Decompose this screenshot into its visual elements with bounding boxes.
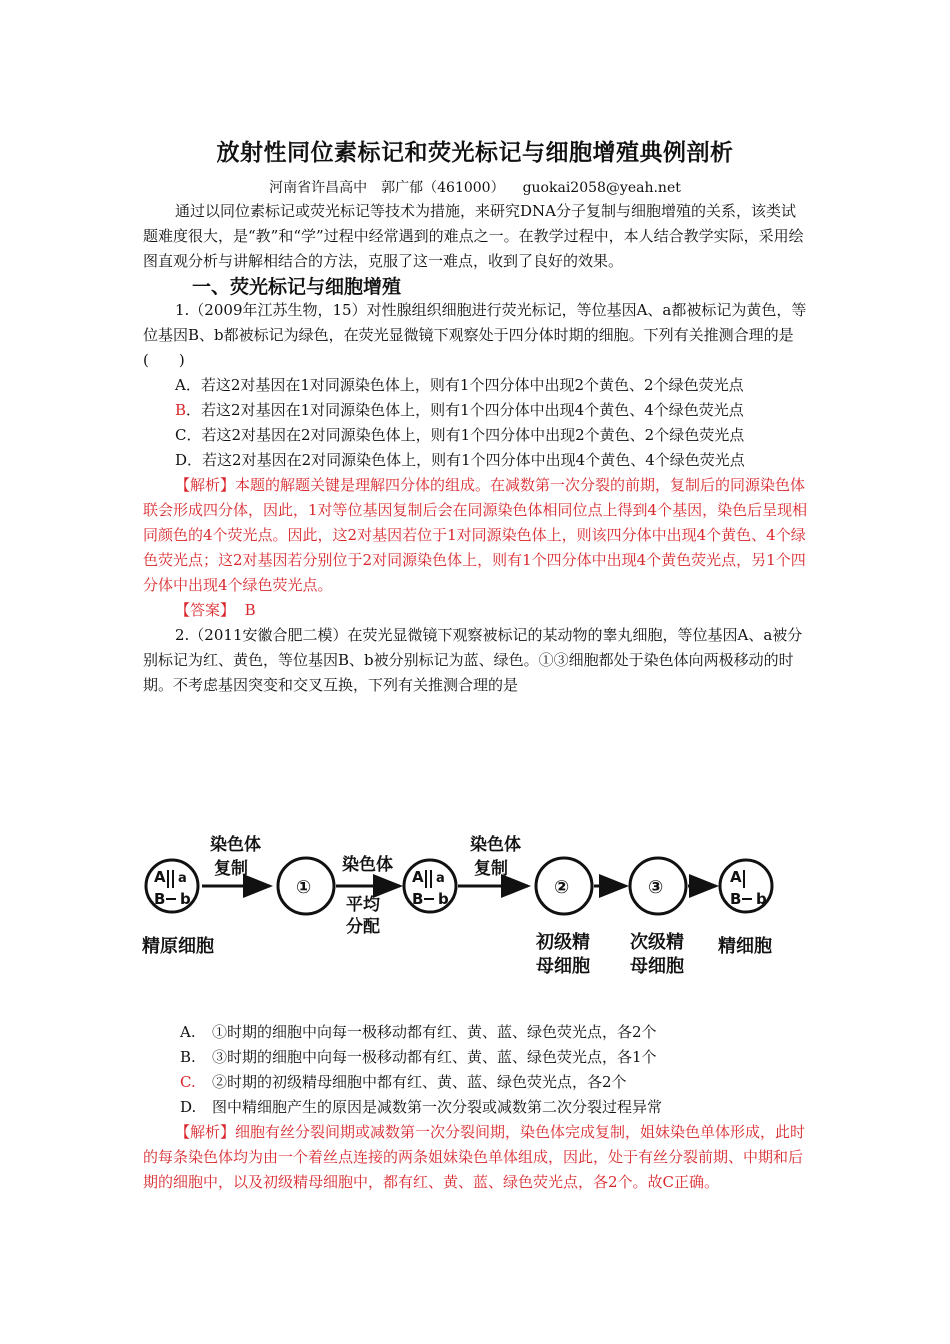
- question-2-stem: 2.（2011安徽合肥二模）在荧光显微镜下观察被标记的某动物的睾丸细胞，等位基因A、a被分别标记为红、黄色，等位基因B、b被分别标记为蓝、绿色。①③细胞都处于染色体向两极移动的时期。不考虑基因突变和交叉互换，下列有关推测合理的是: [143, 626, 803, 694]
- q1-answer: 【答案】 B: [175, 601, 256, 619]
- svg-text:a: a: [178, 871, 187, 886]
- q1-analysis: 【解析】本题的解题关键是理解四分体的组成。在减数第一次分裂的前期，复制后的同源染色体联会形成四分体，因此，1对等位基因复制后会在同源染色体相同位点上得到4个基因，染色后呈现相同颜色的4个荧光点。因此，这2对基因若位于1对同源染色体上，则该四分体中出现4个黄色、4个绿色荧光点；这2对基因若分别位于2对同源染色体上，则有1个四分体中出现4个黄色荧光点，另1个四分体中出现4个绿色荧光点。: [143, 476, 808, 594]
- document-title: 放射性同位素标记和荧光标记与细胞增殖典例剖析: [216, 140, 734, 166]
- q2-option-a: A. ①时期的细胞中向每一极移动都有红、黄、蓝、绿色荧光点，各2个: [180, 1023, 657, 1041]
- section-heading: 一、荧光标记与细胞增殖: [192, 276, 402, 298]
- svg-text:A: A: [412, 868, 424, 886]
- svg-text:平均: 平均: [346, 895, 380, 915]
- q2-analysis-block: [143, 1120, 809, 1195]
- q1-option-c: C．若这2对基因在2对同源染色体上，则有1个四分体中出现2个黄色、2个绿色荧光点: [175, 426, 745, 444]
- q2-analysis: 【解析】细胞有丝分裂间期或减数第一次分裂间期，染色体完成复制，姐妹染色单体形成，此时的每条染色体均为由一个着丝点连接的两条姐妹染色单体组成，因此，处于有丝分裂前期、中期和后期的细胞中，以及初级精母细胞中，都有红、黄、蓝、绿色荧光点，各2个。故C正确。: [143, 1123, 806, 1191]
- svg-text:b: b: [438, 890, 449, 908]
- svg-text:②: ②: [554, 877, 570, 898]
- intro-paragraph: 通过以同位素标记或荧光标记等技术为措施，来研究DNA分子复制与细胞增殖的关系，该类试题难度很大，是“教”和“学”过程中经常遇到的难点之一。在教学过程中，本人结合教学实际，采用绘图直观分析与讲解相结合的方法，克服了这一难点，收到了良好的效果。: [143, 202, 804, 270]
- q2-option-b: B. ③时期的细胞中向每一极移动都有红、黄、蓝、绿色荧光点，各1个: [180, 1048, 657, 1066]
- svg-text:染色体: 染色体: [470, 835, 521, 855]
- svg-text:染色体: 染色体: [342, 855, 393, 875]
- svg-text:母细胞: 母细胞: [536, 956, 590, 977]
- svg-text:①: ①: [296, 877, 312, 898]
- correct-option-label: B: [175, 401, 187, 419]
- author-line: [0, 177, 950, 197]
- svg-text:b: b: [180, 890, 191, 908]
- svg-text:B: B: [154, 890, 166, 908]
- svg-text:母细胞: 母细胞: [630, 956, 684, 977]
- svg-text:③: ③: [648, 877, 664, 898]
- svg-text:B: B: [730, 890, 742, 908]
- label-spermatogonium: 精原细胞: [142, 936, 214, 957]
- author-email: guokai2058@yeah.net: [522, 180, 681, 196]
- meiosis-diagram: [140, 830, 780, 990]
- question-1-stem: 1.（2009年江苏生物，15）对性腺组织细胞进行荧光标记，等位基因A、a都被标记为黄色，等位基因B、b都被标记为绿色，在荧光显微镜下观察处于四分体时期的细胞。下列有关推测合理的是( ): [143, 301, 807, 369]
- svg-text:染色体: 染色体: [210, 835, 261, 855]
- svg-text:A: A: [730, 868, 742, 886]
- label-secondary: 次级精: [630, 932, 684, 953]
- question-1: [143, 298, 809, 698]
- gene-a-label: A: [154, 868, 166, 886]
- q1-option-a: A．若这2对基因在1对同源染色体上，则有1个四分体中出现2个黄色、2个绿色荧光点: [175, 376, 744, 394]
- q1-option-d: D．若这2对基因在2对同源染色体上，则有1个四分体中出现4个黄色、4个绿色荧光点: [175, 451, 745, 469]
- svg-text:复制: 复制: [214, 859, 248, 879]
- intro-block: [143, 199, 809, 274]
- svg-text:b: b: [756, 890, 767, 908]
- q2-option-d: D. 图中精细胞产生的原因是减数第一次分裂或减数第二次分裂过程异常: [180, 1098, 663, 1116]
- label-sperm: 精细胞: [718, 936, 772, 957]
- question-2-options: [180, 1020, 800, 1120]
- svg-text:a: a: [436, 871, 445, 886]
- q2-option-c: C. ②时期的初级精母细胞中都有红、黄、蓝、绿色荧光点，各2个: [180, 1073, 627, 1091]
- svg-text:复制: 复制: [474, 859, 508, 879]
- author-name: 河南省许昌高中 郭广郁（461000）: [269, 180, 505, 196]
- svg-text:B: B: [412, 890, 424, 908]
- q1-option-b: B．若这2对基因在1对同源染色体上，则有1个四分体中出现4个黄色、4个绿色荧光点: [175, 401, 744, 419]
- label-primary: 初级精: [536, 932, 590, 953]
- svg-text:分配: 分配: [346, 917, 380, 937]
